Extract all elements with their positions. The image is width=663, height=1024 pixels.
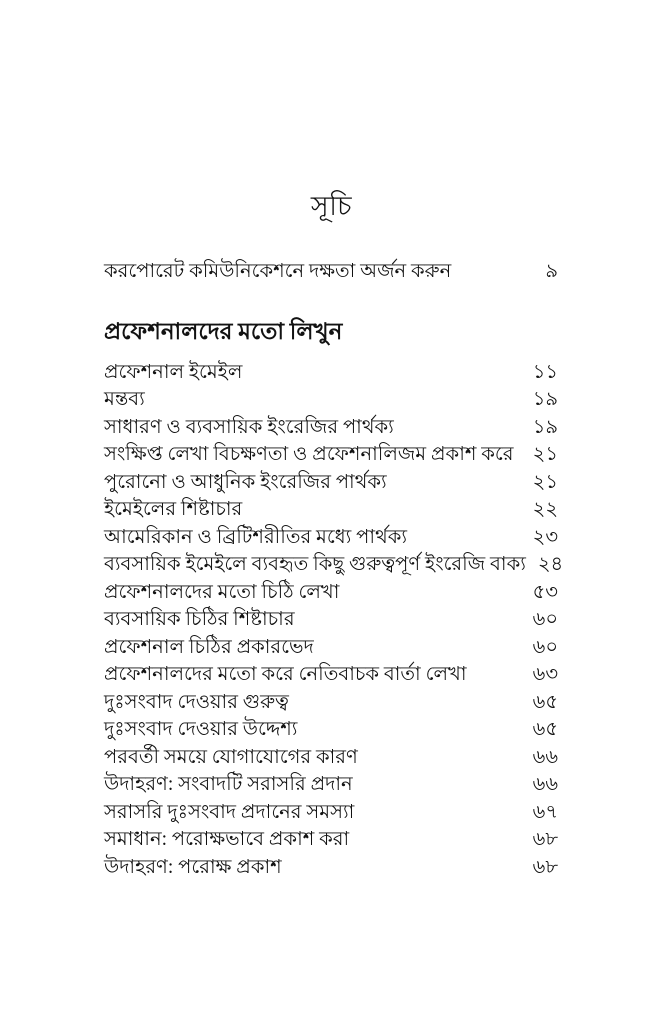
toc-entry-page: ২১ — [532, 444, 558, 466]
toc-entry — [104, 469, 558, 497]
toc-entry-label: সমাধান: পরোক্ষভাবে প্রকাশ করা — [104, 829, 350, 851]
toc-entry-page: ১৯ — [532, 416, 558, 438]
toc-entry-label: প্রফেশনালদের মতো করে নেতিবাচক বার্তা লেখা — [104, 664, 467, 686]
toc-entry-label: আমেরিকান ও ব্রিটিশরীতির মধ্যে পার্থক্য — [104, 526, 407, 548]
toc-entry — [104, 551, 564, 579]
toc-entry-page: ৬৬ — [532, 746, 558, 768]
toc-entry — [104, 441, 558, 469]
toc-entry-label: প্রফেশনালদের মতো চিঠি লেখা — [104, 581, 340, 603]
toc-entry-label: ব্যবসায়িক চিঠির শিষ্টাচার — [104, 609, 295, 631]
toc-entry — [104, 386, 558, 414]
toc-list — [104, 359, 564, 882]
toc-entry-label: দুঃসংবাদ দেওয়ার উদ্দেশ্য — [104, 719, 298, 741]
toc-entry — [104, 579, 558, 607]
toc-intro-entry — [104, 258, 558, 285]
toc-entry-page: ১১ — [532, 361, 558, 383]
toc-entry-page: ৬৮ — [532, 856, 558, 878]
toc-entry — [104, 634, 558, 662]
toc-entry-label: পরবর্তী সময়ে যোগাযোগের কারণ — [104, 746, 358, 768]
toc-entry — [104, 414, 558, 442]
toc-entry-page: ৬৫ — [532, 719, 558, 741]
toc-entry-page: ৬৭ — [532, 801, 558, 823]
toc-section-heading: প্রফেশনালদের মতো লিখুন — [104, 319, 343, 345]
toc-entry-label: সংক্ষিপ্ত লেখা বিচক্ষণতা ও প্রফেশনালিজম প্রকাশ করে — [104, 444, 514, 466]
toc-entry-page: ৬০ — [532, 636, 558, 658]
toc-entry — [104, 524, 558, 552]
toc-entry — [104, 826, 558, 854]
toc-entry-page: ২৪ — [537, 554, 564, 576]
toc-entry — [104, 359, 558, 387]
toc-entry-label: উদাহরণ: পরোক্ষ প্রকাশ — [104, 856, 282, 878]
toc-entry-label: পুরোনো ও আধুনিক ইংরেজির পার্থক্য — [104, 471, 387, 493]
toc-entry-page: ৯ — [545, 261, 558, 283]
toc-entry-page: ২৩ — [532, 526, 558, 548]
toc-entry — [104, 661, 558, 689]
toc-entry-page: ৫৩ — [532, 581, 558, 603]
toc-entry-label: উদাহরণ: সংবাদটি সরাসরি প্রদান — [104, 774, 353, 796]
toc-entry — [104, 854, 558, 882]
toc-entry-page: ৬৮ — [532, 829, 558, 851]
toc-entry-page: ২১ — [532, 471, 558, 493]
toc-entry — [104, 716, 558, 744]
toc-entry-label: করপোরেট কমিউনিকেশনে দক্ষতা অর্জন করুন — [104, 261, 452, 283]
toc-entry-page: ৬৬ — [532, 774, 558, 796]
toc-entry-page: ২২ — [532, 499, 558, 521]
toc-entry — [104, 496, 558, 524]
toc-entry-page: ৬০ — [532, 609, 558, 631]
page-title: সূচি — [310, 191, 353, 221]
toc-entry — [104, 771, 558, 799]
toc-entry-label: দুঃসংবাদ দেওয়ার গুরুত্ব — [104, 691, 289, 713]
toc-entry — [104, 606, 558, 634]
toc-entry-label: মন্তব্য — [104, 389, 145, 411]
toc-entry-label: ইমেইলের শিষ্টাচার — [104, 499, 243, 521]
toc-entry-label: ব্যবসায়িক ইমেইলে ব্যবহৃত কিছু গুরুত্বপূর্ণ ইংরেজি বাক্য — [104, 554, 526, 576]
toc-entry — [104, 744, 558, 772]
toc-entry-page: ১৯ — [532, 389, 558, 411]
toc-entry-label: সাধারণ ও ব্যবসায়িক ইংরেজির পার্থক্য — [104, 416, 394, 438]
toc-entry-label: সরাসরি দুঃসংবাদ প্রদানের সমস্যা — [104, 801, 355, 823]
toc-entry — [104, 689, 558, 717]
toc-entry-label: প্রফেশনাল চিঠির প্রকারভেদ — [104, 636, 314, 658]
toc-entry — [104, 799, 558, 827]
toc-entry-page: ৬৩ — [532, 664, 558, 686]
toc-entry-page: ৬৫ — [532, 691, 558, 713]
toc-entry-label: প্রফেশনাল ইমেইল — [104, 361, 243, 383]
